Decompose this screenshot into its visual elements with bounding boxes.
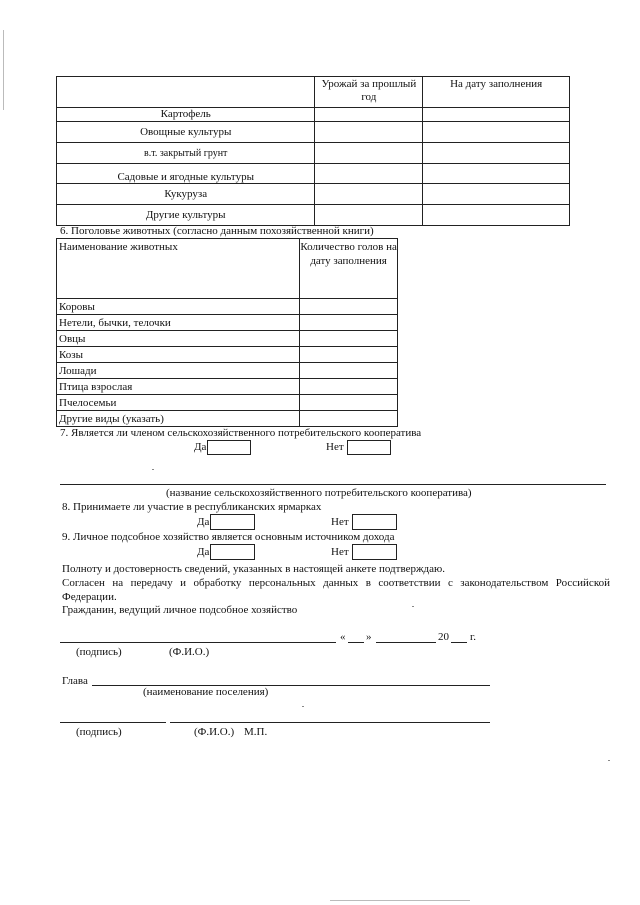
q9-yes-checkbox[interactable] bbox=[210, 544, 255, 560]
animal-label: Лошади bbox=[57, 363, 300, 379]
date-year-prefix: 20 bbox=[438, 631, 449, 643]
scan-footer-artifact bbox=[330, 900, 470, 901]
crop-fill-date-cell[interactable] bbox=[423, 184, 570, 205]
q7-yes-checkbox[interactable] bbox=[207, 440, 251, 455]
table-row bbox=[57, 122, 570, 143]
crop-label: Кукуруза bbox=[57, 184, 315, 205]
animal-label: Коровы bbox=[57, 299, 300, 315]
crop-last-year-cell[interactable] bbox=[315, 108, 423, 122]
date-year-line bbox=[451, 642, 467, 643]
crop-fill-date-cell[interactable] bbox=[423, 164, 570, 184]
table-row bbox=[57, 164, 570, 184]
animal-count-cell[interactable] bbox=[300, 379, 398, 395]
crop-fill-date-cell[interactable] bbox=[423, 205, 570, 226]
crop-label: Садовые и ягодные культуры bbox=[57, 164, 315, 184]
q8-yes-checkbox[interactable] bbox=[210, 514, 255, 530]
scan-speck bbox=[412, 606, 414, 607]
q9-no-label: Нет bbox=[331, 546, 349, 558]
animal-label: Нетели, бычки, телочки bbox=[57, 315, 300, 331]
cooperative-name-caption: (название сельскохозяйственного потребительского кооператива) bbox=[166, 487, 472, 499]
cooperative-name-line bbox=[60, 484, 606, 485]
date-day-line bbox=[348, 642, 364, 643]
q9-no-checkbox[interactable] bbox=[352, 544, 397, 560]
stamp-label: М.П. bbox=[244, 726, 268, 738]
q7-no-checkbox[interactable] bbox=[347, 440, 391, 455]
statement-confirmation: Полноту и достоверность сведений, указанных в настоящей анкете подтверждаю. bbox=[62, 563, 446, 575]
animal-count-cell[interactable] bbox=[300, 363, 398, 379]
settlement-caption: (наименование поселения) bbox=[143, 686, 269, 698]
animal-label: Овцы bbox=[57, 331, 300, 347]
head-sign-caption: (подпись) bbox=[76, 726, 122, 738]
citizen-sign-caption: (подпись) bbox=[76, 646, 122, 658]
table-row bbox=[57, 331, 398, 347]
crop-label: Овощные культуры bbox=[57, 122, 315, 143]
animal-label: Другие виды (указать) bbox=[57, 411, 300, 427]
animals-header-name bbox=[57, 239, 300, 299]
q7-text: 7. Является ли членом сельскохозяйственного потребительского кооператива bbox=[60, 427, 422, 439]
crops-header-last-year bbox=[315, 77, 423, 108]
crops-header-fill-date-label: На дату заполнения bbox=[450, 78, 543, 90]
q8-text: 8. Принимаете ли участие в республиканских ярмарках bbox=[62, 501, 322, 513]
head-signature-line bbox=[60, 722, 166, 723]
crop-fill-date-cell[interactable] bbox=[423, 108, 570, 122]
citizen-fio-caption: (Ф.И.О.) bbox=[169, 646, 210, 658]
q9-yes-label: Да bbox=[197, 546, 210, 558]
crop-fill-date-cell[interactable] bbox=[423, 122, 570, 143]
animal-count-cell[interactable] bbox=[300, 395, 398, 411]
crop-last-year-cell[interactable] bbox=[315, 184, 423, 205]
q8-no-checkbox[interactable] bbox=[352, 514, 397, 530]
animals-header-count bbox=[300, 239, 398, 299]
crops-header-empty bbox=[57, 77, 315, 108]
table-row bbox=[57, 347, 398, 363]
table-row bbox=[57, 411, 398, 427]
q7-no-label: Нет bbox=[326, 441, 344, 453]
citizen-signature-line bbox=[60, 642, 336, 643]
date-month-line bbox=[376, 642, 436, 643]
animal-label: Козы bbox=[57, 347, 300, 363]
crop-last-year-cell[interactable] bbox=[315, 205, 423, 226]
q9-text: 9. Личное подсобное хозяйство является основным источником дохода bbox=[62, 531, 395, 543]
head-label: Глава bbox=[62, 675, 88, 687]
crops-header-row bbox=[57, 77, 570, 108]
table-row bbox=[57, 143, 570, 164]
animals-header-count-label: Количество голов на дату заполнения bbox=[300, 241, 397, 267]
crop-label: Другие культуры bbox=[57, 205, 315, 226]
crops-table bbox=[56, 76, 570, 226]
table-row bbox=[57, 379, 398, 395]
scan-edge-mark bbox=[3, 30, 4, 110]
date-close-quote: » bbox=[366, 631, 372, 643]
crops-header-last-year-label: Урожай за прошлый год bbox=[321, 78, 417, 103]
crop-label: Картофель bbox=[57, 108, 315, 122]
animal-label: Пчелосемьи bbox=[57, 395, 300, 411]
table-row bbox=[57, 395, 398, 411]
statement-citizen: Гражданин, ведущий личное подсобное хозяйство bbox=[62, 604, 298, 616]
q8-no-label: Нет bbox=[331, 516, 349, 528]
crop-fill-date-cell[interactable] bbox=[423, 143, 570, 164]
table-row bbox=[57, 108, 570, 122]
animals-section-title: 6. Поголовье животных (согласно данным похозяйственной книги) bbox=[60, 225, 374, 237]
scan-speck bbox=[302, 706, 304, 707]
crop-label: в.т. закрытый грунт bbox=[57, 143, 315, 164]
q7-yes-label: Да bbox=[194, 441, 207, 453]
crops-header-fill-date bbox=[423, 77, 570, 108]
table-row bbox=[57, 299, 398, 315]
animal-count-cell[interactable] bbox=[300, 411, 398, 427]
statement-consent: Согласен на передачу и обработку персональных данных в соответствии с законодательством Российской Федерации. bbox=[62, 577, 610, 603]
animal-count-cell[interactable] bbox=[300, 331, 398, 347]
crop-last-year-cell[interactable] bbox=[315, 164, 423, 184]
table-row bbox=[57, 205, 570, 226]
head-fio-caption: (Ф.И.О.) bbox=[194, 726, 235, 738]
table-row bbox=[57, 184, 570, 205]
animals-header-row bbox=[57, 239, 398, 299]
head-fio-line bbox=[170, 722, 490, 723]
animals-header-name-label: Наименование животных bbox=[59, 241, 178, 253]
animal-label: Птица взрослая bbox=[57, 379, 300, 395]
crop-last-year-cell[interactable] bbox=[315, 122, 423, 143]
scan-speck bbox=[608, 760, 610, 761]
crop-last-year-cell[interactable] bbox=[315, 143, 423, 164]
table-row bbox=[57, 315, 398, 331]
table-row bbox=[57, 363, 398, 379]
animals-table bbox=[56, 238, 398, 427]
date-year-suffix: г. bbox=[470, 631, 477, 643]
date-open-quote: « bbox=[340, 631, 346, 643]
animal-count-cell[interactable] bbox=[300, 299, 398, 315]
animal-count-cell[interactable] bbox=[300, 347, 398, 363]
q8-yes-label: Да bbox=[197, 516, 210, 528]
animal-count-cell[interactable] bbox=[300, 315, 398, 331]
scan-speck bbox=[152, 469, 154, 470]
